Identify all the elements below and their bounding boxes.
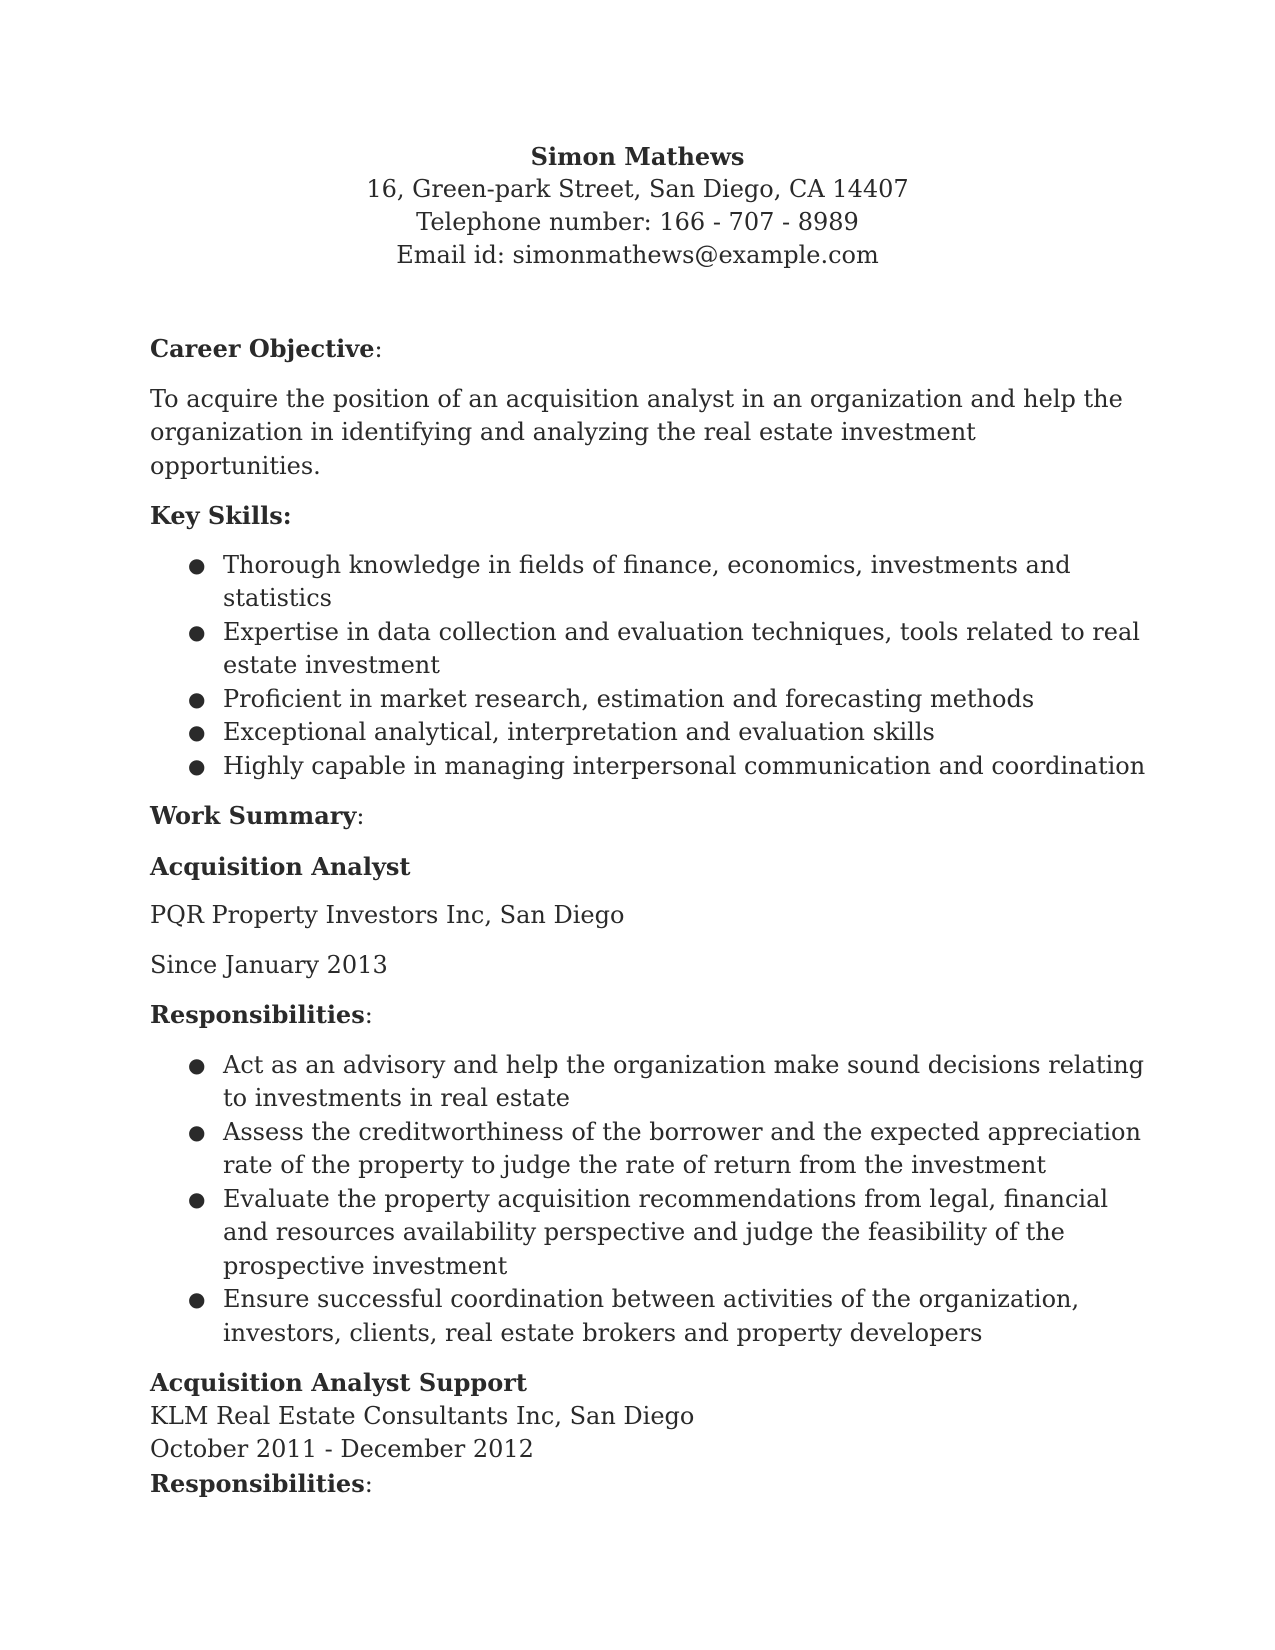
bullet-icon: ● bbox=[188, 686, 206, 711]
list-item: ● Ensure successful coordination between activities of the organization, investors, clients, real estate brokers and property developers bbox=[188, 1285, 1080, 1347]
resume-header bbox=[0, 140, 1275, 272]
bullet-icon: ● bbox=[188, 1287, 206, 1311]
list-item: ● Expertise in data collection and evaluation techniques, tools related to real estate investment bbox=[188, 617, 1140, 679]
candidate-name: Simon Mathews bbox=[530, 142, 745, 171]
resume-body bbox=[150, 332, 1150, 1501]
list-item: ● Assess the creditworthiness of the borrower and the expected appreciation rate of the property to judge the rate of return from the investment bbox=[188, 1117, 1141, 1179]
bullet-icon: ● bbox=[188, 753, 206, 778]
bullet-icon: ● bbox=[188, 1052, 206, 1077]
job1-title: Acquisition Analyst bbox=[150, 851, 411, 881]
career-objective-heading: Career Objective: bbox=[150, 334, 383, 363]
job1-responsibilities-heading: Responsibilities: bbox=[150, 1000, 373, 1029]
list-item: ● Act as an advisory and help the organization make sound decisions relating to investments in real estate bbox=[188, 1050, 1145, 1112]
job2-title: Acquisition Analyst Support bbox=[150, 1368, 527, 1397]
bullet-icon: ● bbox=[188, 619, 206, 644]
career-objective-text: To acquire the position of an acquisition analyst in an organization and help the organization in identifying and analyzing the real estate investment opportunities. bbox=[150, 384, 1123, 480]
list-item: ● Highly capable in managing interpersonal communication and coordination bbox=[150, 750, 1150, 784]
work-summary-heading: Work Summary: bbox=[150, 801, 365, 830]
bullet-icon: ● bbox=[188, 1186, 206, 1211]
email-line: Email id: simonmathews@example.com bbox=[396, 241, 879, 269]
job1-dates: Since January 2013 bbox=[150, 950, 388, 979]
telephone-line: Telephone number: 166 - 707 - 8989 bbox=[416, 208, 859, 236]
job1-company: PQR Property Investors Inc, San Diego bbox=[150, 901, 625, 929]
bullet-icon: ● bbox=[188, 1119, 206, 1144]
list-item: ● Evaluate the property acquisition recommendations from legal, financial and resources availability perspective and judge the feasibility of the prospective investment bbox=[188, 1184, 1109, 1280]
key-skills-list bbox=[150, 549, 1150, 784]
list-item: ● Proficient in market research, estimation and forecasting methods bbox=[150, 683, 1150, 717]
key-skills-heading: Key Skills: bbox=[150, 501, 292, 530]
bullet-icon: ● bbox=[188, 552, 206, 577]
job2-company: KLM Real Estate Consultants Inc, San Diego bbox=[150, 1401, 695, 1430]
job2-responsibilities-heading: Responsibilities: bbox=[150, 1468, 373, 1498]
address-line: 16, Green-park Street, San Diego, CA 14407 bbox=[366, 175, 909, 203]
bullet-icon: ● bbox=[188, 720, 206, 744]
job2-dates: October 2011 - December 2012 bbox=[150, 1435, 534, 1463]
list-item: ● Thorough knowledge in fields of finance, economics, investments and statistics bbox=[188, 550, 1071, 612]
job1-responsibilities-list bbox=[150, 1049, 1150, 1351]
list-item: ● Exceptional analytical, interpretation and evaluation skills bbox=[150, 716, 1150, 750]
